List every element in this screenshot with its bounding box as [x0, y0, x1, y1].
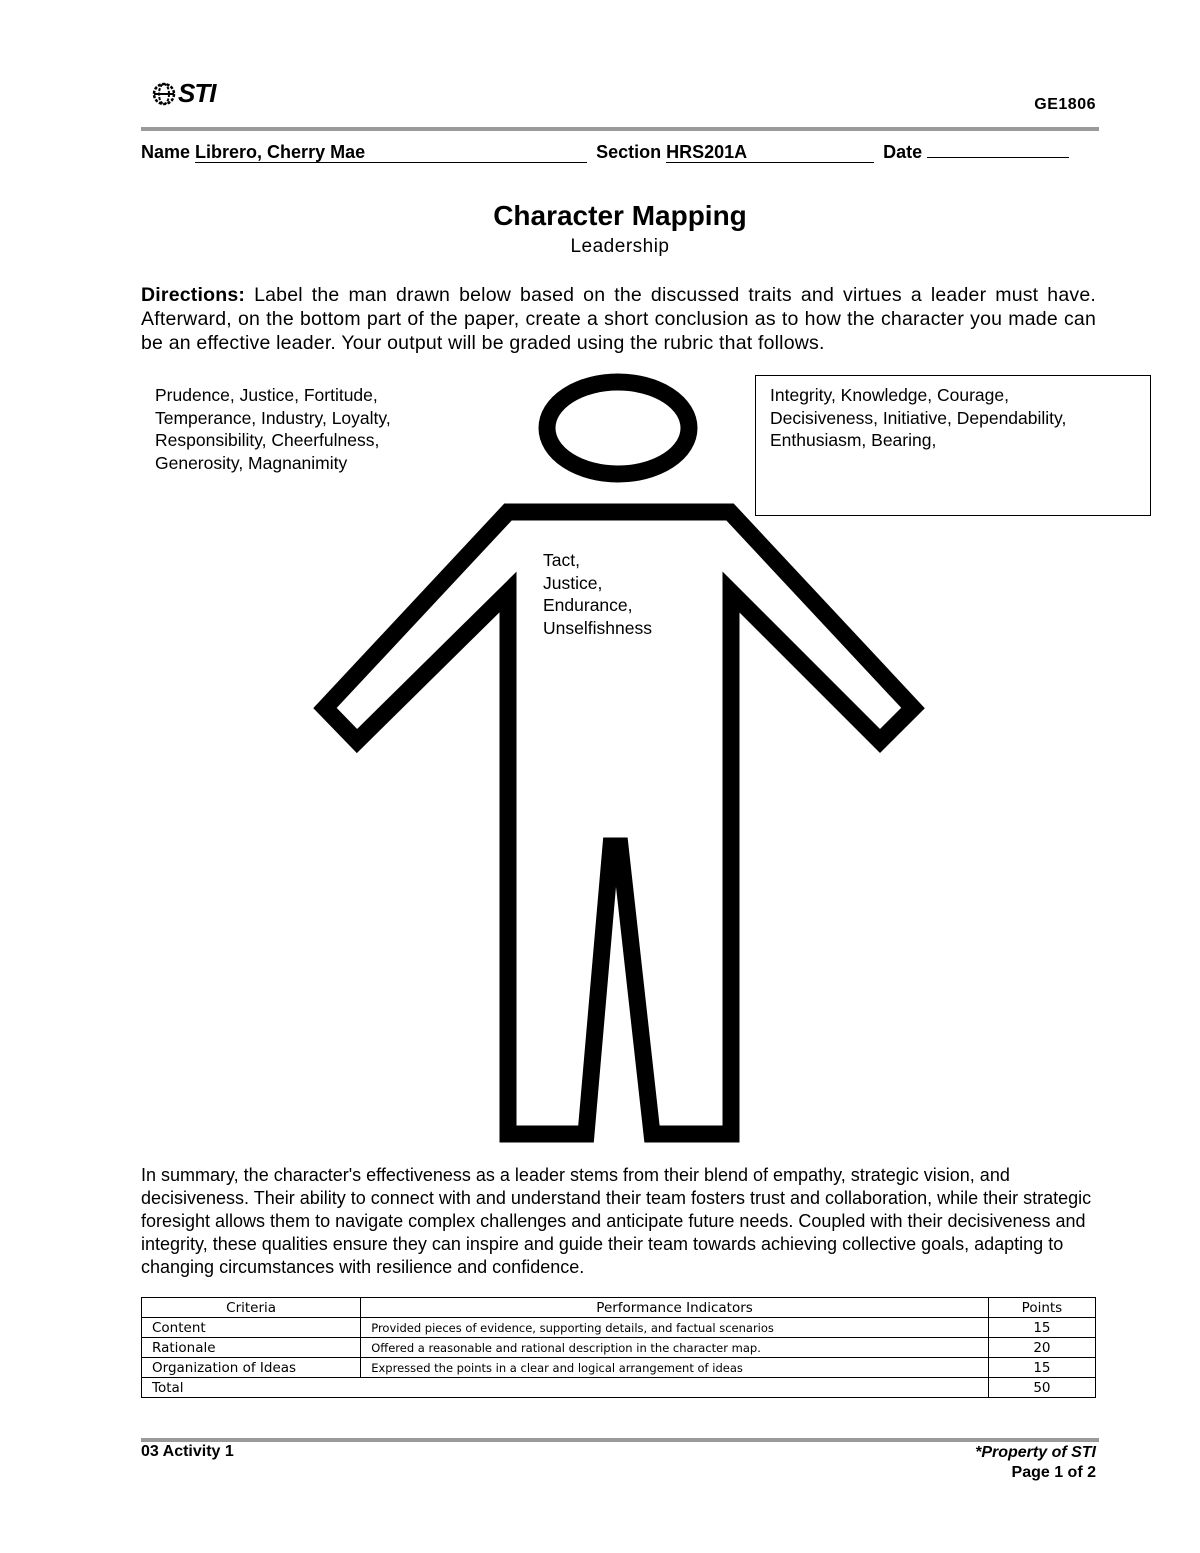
rubric-total-row — [142, 1378, 1096, 1398]
footer-divider — [141, 1438, 1099, 1442]
table-row — [142, 1318, 1096, 1338]
footer-right — [975, 1443, 1096, 1483]
section-field[interactable]: HRS201A — [666, 142, 874, 163]
page-title: Character Mapping — [493, 200, 747, 231]
trait-line: Integrity, Knowledge, Courage, — [770, 385, 1009, 405]
date-label: Date — [883, 142, 923, 162]
rubric-indicator: Offered a reasonable and rational description in the character map. — [361, 1338, 989, 1358]
trait-line: Temperance, Industry, Loyalty, — [155, 407, 391, 428]
trait-line: Endurance, — [543, 595, 633, 615]
directions-text: Label the man drawn below based on the discussed traits and virtues a leader must have. Afterward, on the bottom part of the paper, create a short conclusion as to how the character you made can be an effective leader. Your output will be graded using the rubric that follows. — [141, 284, 1096, 354]
rubric-points: 20 — [988, 1338, 1095, 1358]
rubric-points: 15 — [988, 1358, 1095, 1378]
name-label: Name — [141, 142, 191, 162]
rubric-table — [141, 1297, 1096, 1398]
table-row — [142, 1338, 1096, 1358]
rubric-criteria: Organization of Ideas — [142, 1358, 361, 1378]
rubric-points: 15 — [988, 1318, 1095, 1338]
figure-head — [547, 382, 689, 474]
rubric-total-points: 50 — [988, 1378, 1095, 1398]
page-subtitle: Leadership — [570, 236, 670, 257]
logo-text: STI — [178, 78, 216, 108]
table-row — [142, 1358, 1096, 1378]
rubric-criteria: Content — [142, 1318, 361, 1338]
trait-line: Generosity, Magnanimity — [155, 452, 348, 473]
rubric-header-indicators: Performance Indicators — [361, 1298, 989, 1318]
page-number: Page 1 of 2 — [1011, 1464, 1096, 1481]
trait-line: Prudence, Justice, Fortitude, — [155, 385, 378, 405]
rubric-total-label: Total — [142, 1378, 989, 1398]
right-traits-box[interactable] — [755, 375, 1151, 516]
trait-line: Enthusiasm, Bearing, — [770, 430, 937, 450]
rubric-header-criteria: Criteria — [142, 1298, 361, 1318]
rubric-header-row — [142, 1298, 1096, 1318]
trait-line: Justice, — [543, 572, 603, 593]
rubric-indicator: Provided pieces of evidence, supporting details, and factual scenarios — [361, 1318, 989, 1338]
trait-line: Decisiveness, Initiative, Dependability, — [770, 407, 1067, 428]
rubric-header-points: Points — [988, 1298, 1095, 1318]
property-notice: *Property of STI — [975, 1444, 1096, 1461]
torso-traits — [543, 549, 723, 639]
left-traits — [155, 384, 455, 474]
activity-label: 03 Activity 1 — [141, 1443, 234, 1460]
section-label: Section — [596, 142, 662, 162]
directions-label: Directions: — [141, 284, 246, 306]
rubric-criteria: Rationale — [142, 1338, 361, 1358]
trait-line: Unselfishness — [543, 617, 652, 638]
rubric-indicator: Expressed the points in a clear and logical arrangement of ideas — [361, 1358, 989, 1378]
trait-line: Responsibility, Cheerfulness, — [155, 430, 380, 450]
name-field[interactable]: Librero, Cherry Mae — [195, 142, 587, 163]
summary-paragraph: In summary, the character's effectiveness as a leader stems from their blend of empathy, strategic vision, and decisiveness. Their ability to connect with and understand their team fosters trust and collaboration, while their strategic foresight allows them to navigate complex challenges and anticipate future needs. Coupled with their decisiveness and integrity, these qualities ensure they can inspire and guide their team towards achieving collective goals, adapting to changing circumstances with resilience and confidence. — [141, 1165, 1092, 1277]
course-code: GE1806 — [1034, 96, 1096, 113]
trait-line: Tact, — [543, 550, 580, 570]
